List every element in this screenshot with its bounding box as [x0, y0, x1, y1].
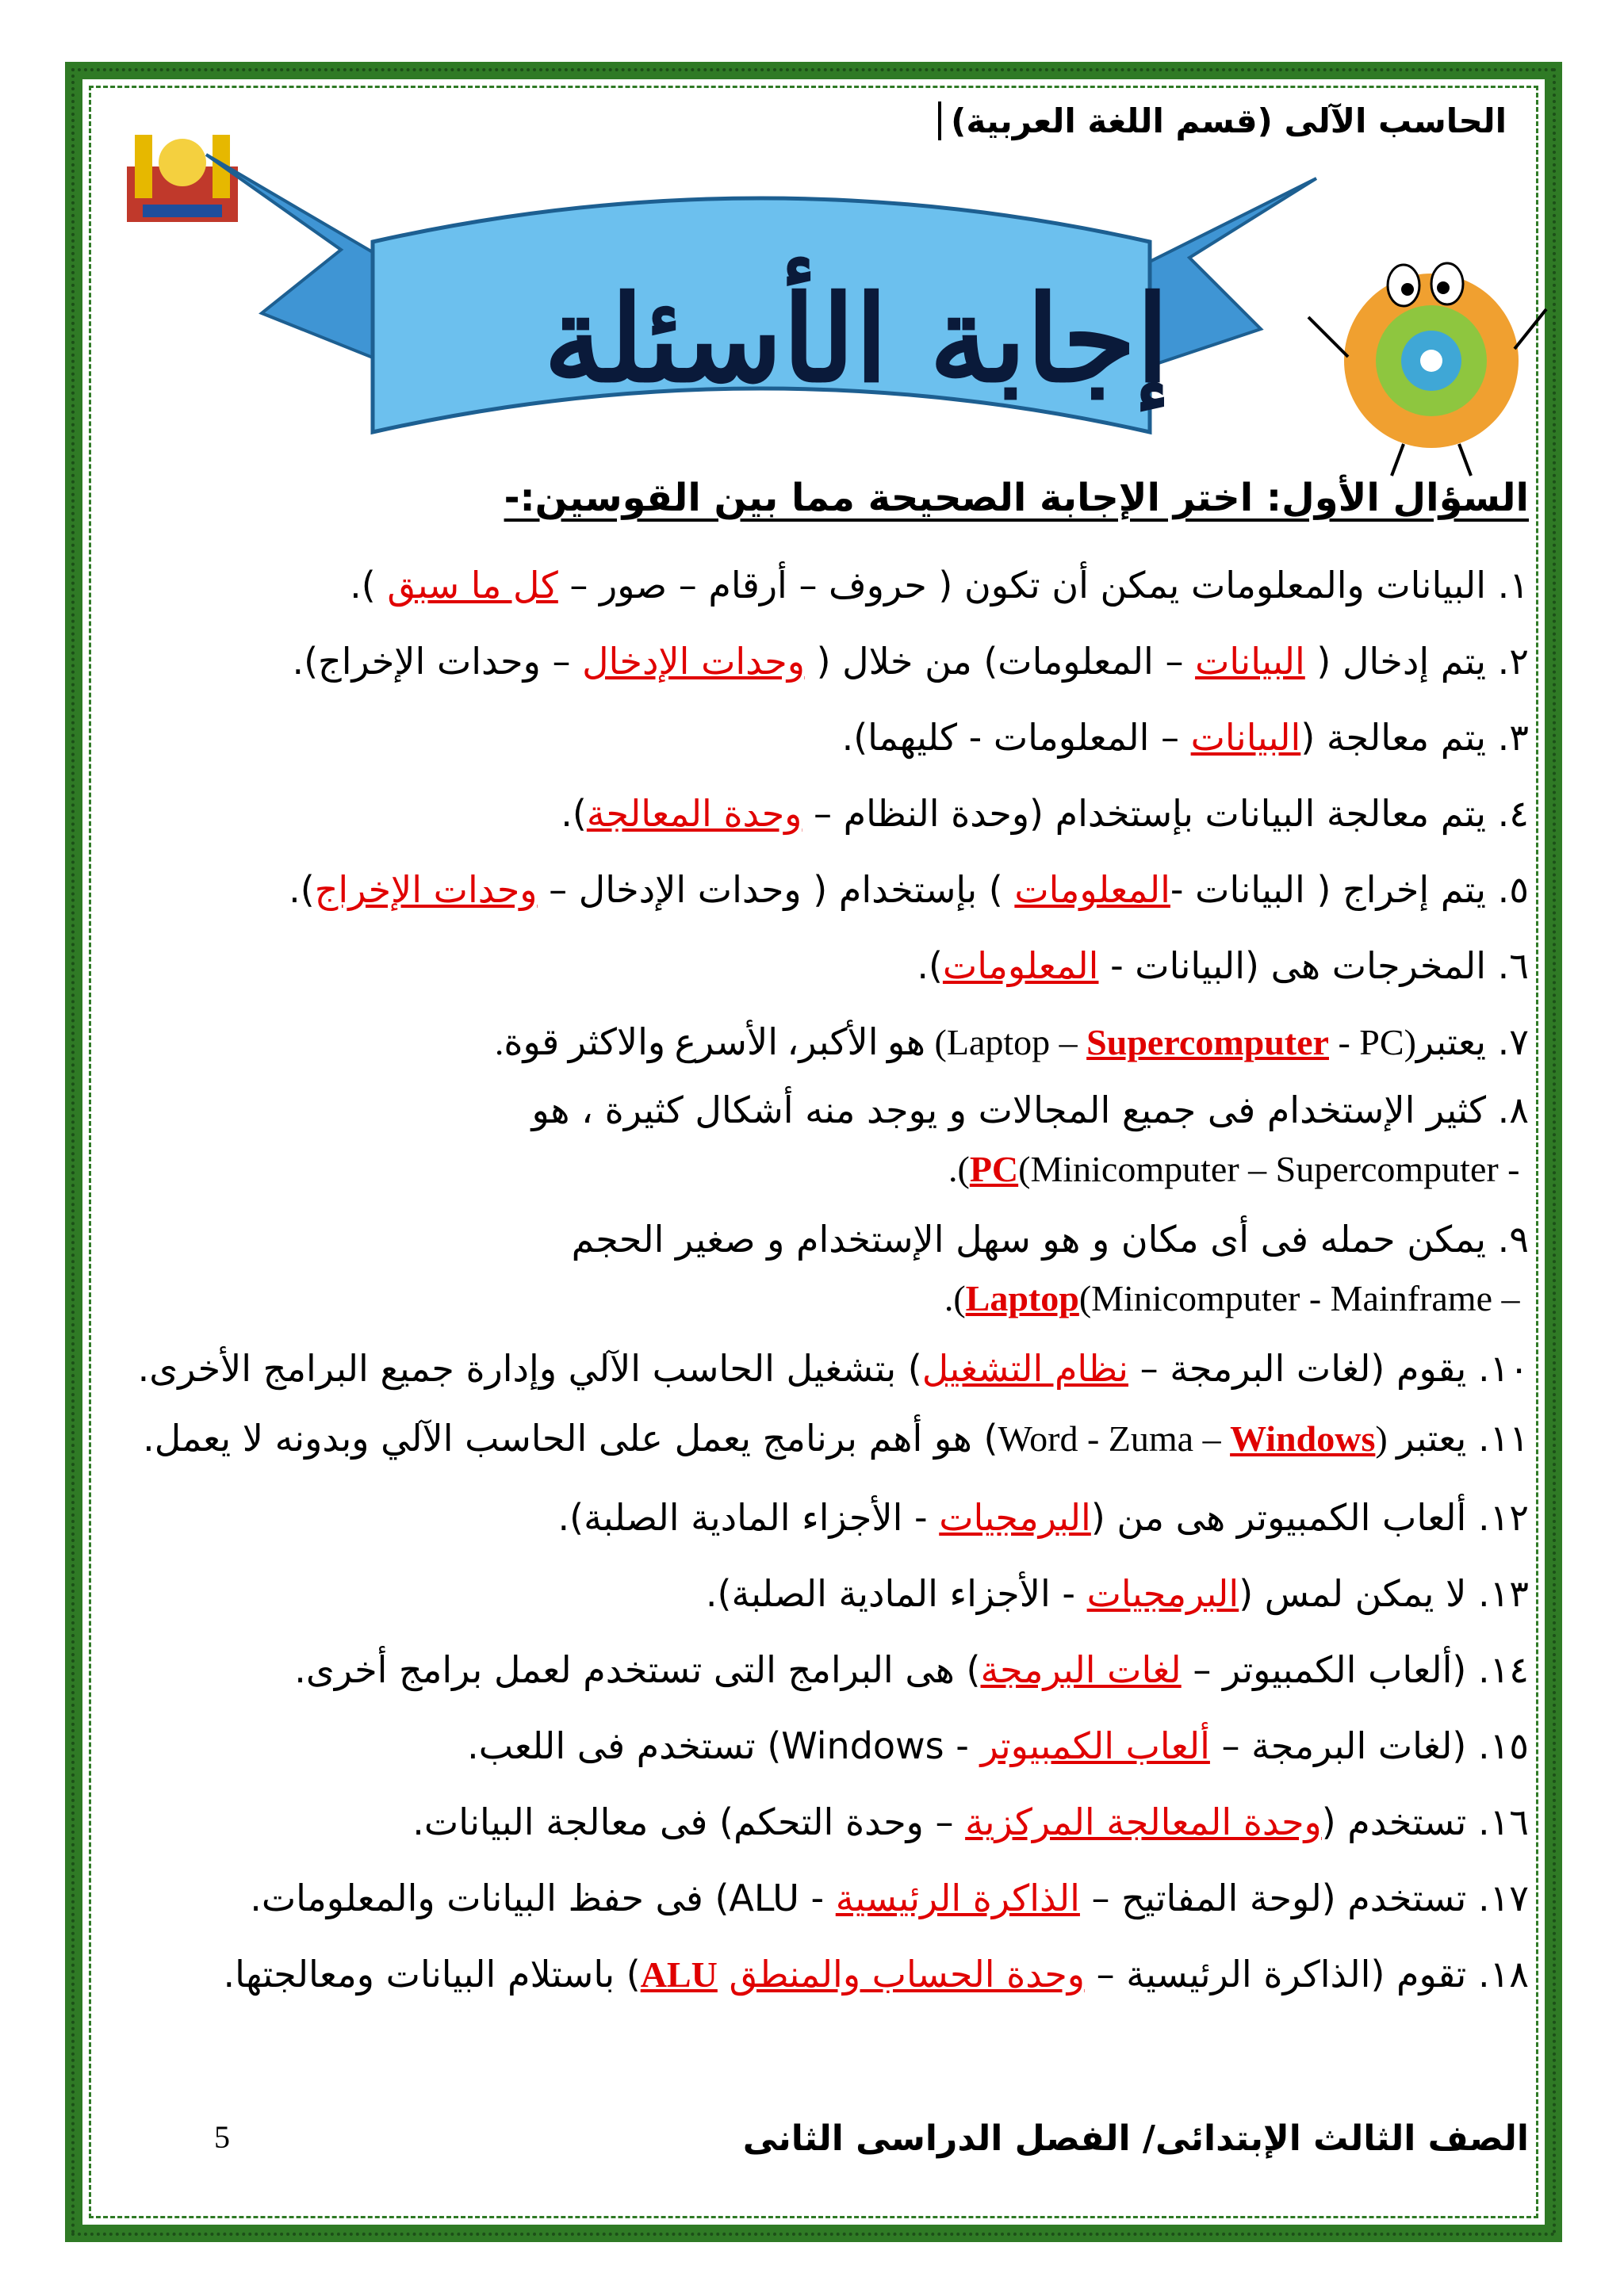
answer-list: [78, 547, 1529, 2013]
list-item: ١٥. (لغات البرمجة – ألعاب الكمبيوتر - Windows) تستخدم فى اللعب.: [467, 1724, 1529, 1767]
answer: وحدات الإخراج: [314, 868, 538, 911]
answer: وحدة المعالجة: [586, 792, 802, 835]
question-title: السؤال الأول: اختر الإجابة الصحيحة مما بين القوسين:-: [504, 476, 1529, 520]
banner-title: إجابة الأسئلة: [543, 270, 1170, 409]
list-item: ٧. يعتبر(Laptop – Supercomputer - PC) هو الأكبر، الأسرع والاكثر قوة.: [494, 1020, 1529, 1063]
list-item: ١٤. (ألعاب الكمبيوتر – لغات البرمجة) هى البرامج التى تستخدم لعمل برامج أخرى.: [294, 1648, 1529, 1691]
answer: المعلومات: [1014, 868, 1170, 911]
list-item: ٣. يتم معالجة (البيانات – المعلومات - كليهما).: [841, 716, 1529, 759]
department-header: الحاسب الآلى (قسم اللغة العربية): [938, 101, 1521, 140]
page-number: 5: [214, 2119, 230, 2155]
answer: المعلومات: [942, 944, 1099, 987]
answer: البيانات: [1195, 640, 1305, 683]
footer-grade: الصف الثالث الإبتدائى/ الفصل الدراسى الثانى: [742, 2118, 1529, 2159]
answer: نظام التشغيل: [921, 1347, 1128, 1390]
list-item: ١٦. تستخدم (وحدة المعالجة المركزية – وحدة التحكم) فى معالجة البيانات.: [412, 1800, 1529, 1843]
answer: وحدات الإدخال: [582, 640, 805, 683]
answer: البرمجيات: [1086, 1572, 1239, 1615]
answer: الذاكرة الرئيسية: [835, 1877, 1080, 1919]
answer: ألعاب الكمبيوتر: [980, 1724, 1210, 1767]
answer: البيانات: [1190, 716, 1301, 759]
list-item: ١٣. لا يمكن لمس (البرمجيات - الأجزاء المادية الصلبة).: [705, 1572, 1529, 1615]
answer: وحدة المعالجة المركزية: [965, 1800, 1322, 1843]
answer: وحدة الحساب والمنطق: [729, 1953, 1086, 1996]
answer: البرمجيات: [939, 1496, 1091, 1539]
answer: لغات البرمجة: [980, 1648, 1182, 1691]
list-item: ١. البيانات والمعلومات يمكن أن تكون ( حروف – أرقام – صور – كل ما سبق ).: [350, 564, 1529, 607]
answer: Laptop: [965, 1278, 1079, 1318]
answer: Windows: [1230, 1418, 1376, 1459]
list-item: ٦. المخرجات هى (البيانات - المعلومات).: [917, 944, 1529, 987]
list-item: ١٢. ألعاب الكمبيوتر هى من (البرمجيات - الأجزاء المادية الصلبة).: [557, 1496, 1529, 1539]
list-item: ٤. يتم معالجة البيانات بإستخدام (وحدة النظام – وحدة المعالجة).: [561, 792, 1529, 835]
list-item: ١٠. يقوم (لغات البرمجة – نظام التشغيل) بتشغيل الحاسب الآلي وإدارة جميع البرامج الأخرى.: [137, 1347, 1529, 1390]
cd-mascot-icon: [1300, 254, 1554, 484]
list-item: ٢. يتم إدخال ( البيانات – المعلومات) من خلال ( وحدات الإدخال – وحدات الإخراج).: [292, 640, 1529, 683]
answer: كل ما سبق: [387, 564, 558, 607]
answer: Supercomputer: [1086, 1022, 1329, 1062]
answer: PC: [969, 1149, 1019, 1189]
list-item: ٩. يمكن حمله فى أى مكان و هو سهل الإستخدام و صغير الحجم (Minicomputer - Mainframe – Laptop).: [571, 1218, 1529, 1318]
list-item: ١١. يعتبر (Word - Zuma – Windows) هو أهم برنامج يعمل على الحاسب الآلي وبدونه لا يعمل.: [143, 1417, 1529, 1460]
list-item: ١٨. تقوم (الذاكرة الرئيسية – وحدة الحساب والمنطق ALU) باستلام البيانات ومعالجتها.: [223, 1953, 1529, 1996]
list-item: ٥. يتم إخراج ( البيانات -المعلومات ) بإستخدام ( وحدات الإدخال – وحدات الإخراج).: [289, 868, 1529, 911]
list-item: ١٧. تستخدم (لوحة المفاتيح – الذاكرة الرئيسية - ALU) فى حفظ البيانات والمعلومات.: [250, 1877, 1529, 1919]
list-item: ٨. كثير الإستخدام فى جميع المجالات و يوجد منه أشكال كثيرة ، هو (Minicomputer – Supercomputer - PC).: [531, 1089, 1529, 1189]
answer: ALU: [640, 1954, 718, 1995]
